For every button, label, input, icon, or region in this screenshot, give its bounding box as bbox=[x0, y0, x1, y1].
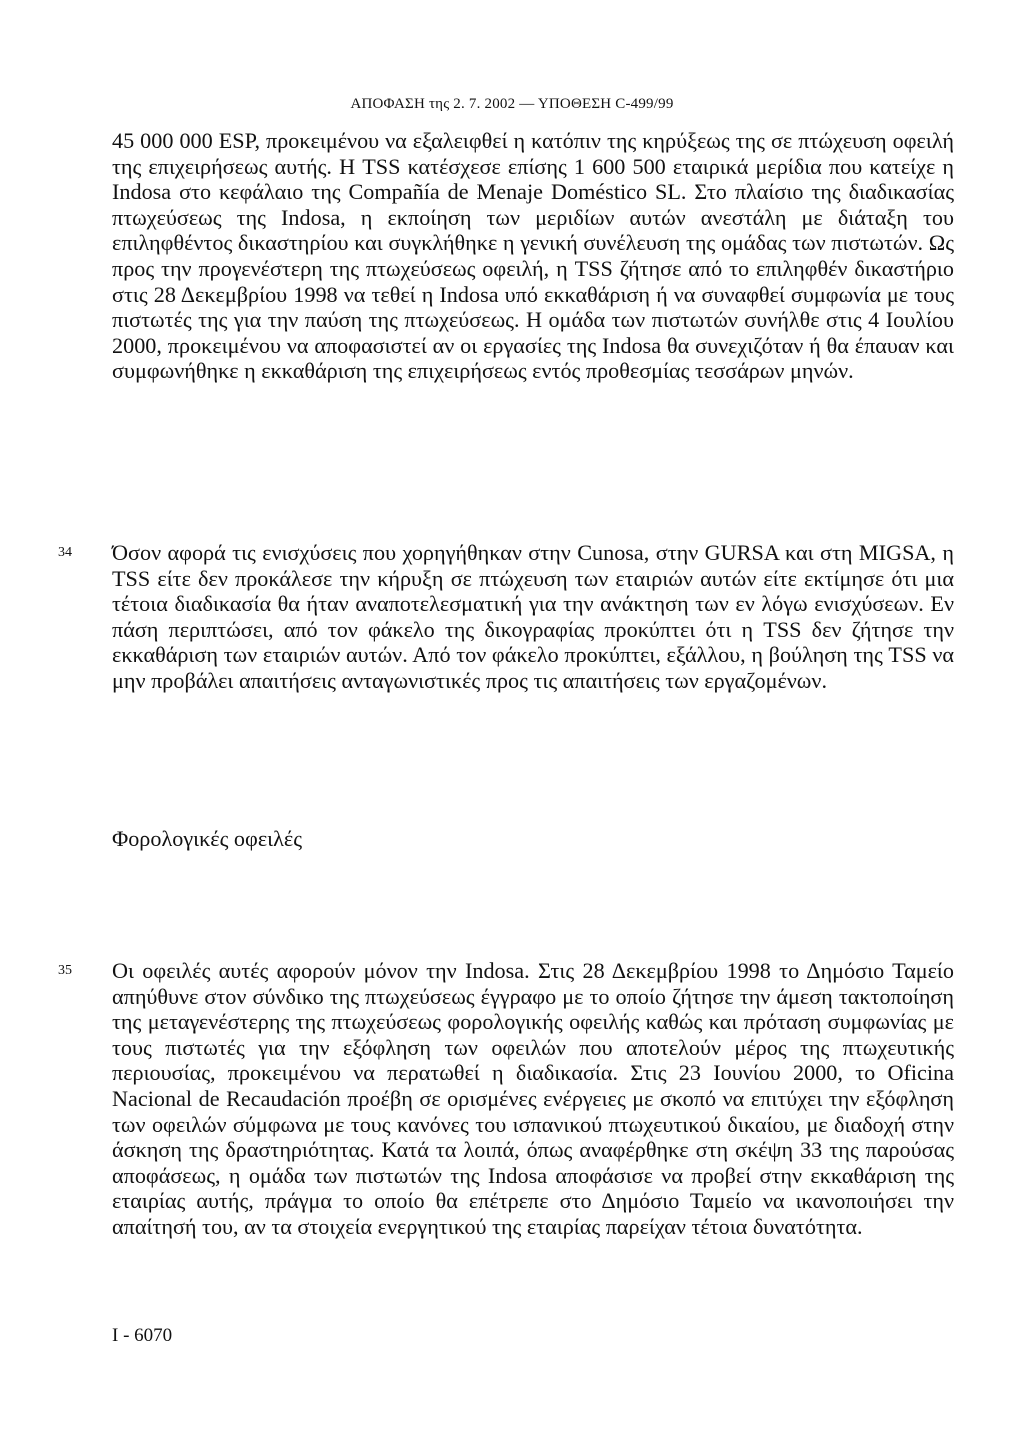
paragraph-number: 35 bbox=[58, 963, 72, 978]
paragraph-33-continuation: 45 000 000 ESP, προκειμένου να εξαλειφθεί η κατόπιν της κηρύξεως της σε πτώχευση οφειλή της επιχειρήσεως αυτής. Η TSS κατέσχεσε επίσης 1 600 500 εταιρικά μερίδια που κατείχε η Indosa στο κεφάλαιο της Compañía de Menaje Doméstico SL. Στο πλαίσιο της διαδικασίας πτωχεύσεως της Indosa, η εκποίηση των μεριδίων αυτών ανεστάλη με διάταξη του επιληφθέντος δικαστηρίου και συγκλήθηκε η γενική συνέλευση της ομάδας των πιστωτών. Ως προς την προγενέστερη της πτωχεύσεως οφειλή, η TSS ζήτησε από το επιληφθέν δικαστήριο στις 28 Δεκεμβρίου 1998 να τεθεί η Indosa υπό εκκαθάριση ή να συναφθεί συμφωνία με τους πιστωτές της για την παύση της πτωχεύσεως. Η ομάδα των πιστωτών συνήλθε στις 4 Ιουλίου 2000, προκειμένου να αποφασιστεί αν οι εργασίες της Indosa θα συνεχιζόταν ή θα έπαυαν και συμφωνήθηκε η εκκαθάριση της επιχειρήσεως εντός προθεσμίας τεσσάρων μηνών. bbox=[112, 128, 954, 384]
running-head: ΑΠΟΦΑΣΗ της 2. 7. 2002 — ΥΠΟΘΕΣΗ C-499/99 bbox=[350, 96, 674, 112]
paragraph-35: Οι οφειλές αυτές αφορούν μόνον την Indosa. Στις 28 Δεκεμβρίου 1998 το Δημόσιο Ταμείο απηύθυνε στον σύνδικο της πτωχεύσεως έγγραφο με το οποίο ζήτησε την άμεση τακτοποίηση της μεταγενέστερης της πτωχεύσεως φορολογικής οφειλής καθώς και πρόταση συμφωνίας με τους πιστωτές για την εξόφληση των οφειλών που αποτελούν μέρος της πτωχευτικής περιουσίας, προκειμένου να περατωθεί η διαδικασία. Στις 23 Ιουνίου 2000, το Oficina Nacional de Recaudación προέβη σε ορισμένες ενέργειες με σκοπό να επιτύχει την εξόφληση των οφειλών σύμφωνα με τους κανόνες του ισπανικού πτωχευτικού δικαίου, με διαδοχή στην άσκηση της δραστηριότητας. Κατά τα λοιπά, όπως αναφέρθηκε στη σκέψη 33 της παρούσας αποφάσεως, η ομάδα των πιστωτών της Indosa αποφάσισε να προβεί στην εκκαθάριση της εταιρίας αυτής, πράγμα το οποίο θα επέτρεπε στο Δημόσιο Ταμείο να ικανοποιήσει την απαίτησή του, αν τα στοιχεία ενεργητικού της εταιρίας παρείχαν τέτοια δυνατότητα. bbox=[112, 958, 954, 1239]
paragraph-number: 34 bbox=[58, 545, 72, 560]
page-number: I - 6070 bbox=[112, 1325, 173, 1346]
section-heading: Φορολογικές οφειλές bbox=[112, 826, 302, 851]
paragraph-34: Όσον αφορά τις ενισχύσεις που χορηγήθηκαν στην Cunosa, στην GURSA και στη MIGSA, η TSS είτε δεν προκάλεσε την κήρυξη σε πτώχευση των εταιριών αυτών είτε εκτίμησε ότι μια τέτοια διαδικασία θα ήταν αναποτελεσματική για την ανάκτηση των εν λόγω ενισχύσεων. Εν πάση περιπτώσει, από τον φάκελο της δικογραφίας προκύπτει ότι η TSS δεν ζήτησε την εκκαθάριση των εταιριών αυτών. Από τον φάκελο προκύπτει, εξάλλου, η βούληση της TSS να μην προβάλει απαιτήσεις ανταγωνιστικές προς τις απαιτήσεις των εργαζομένων. bbox=[112, 540, 954, 693]
